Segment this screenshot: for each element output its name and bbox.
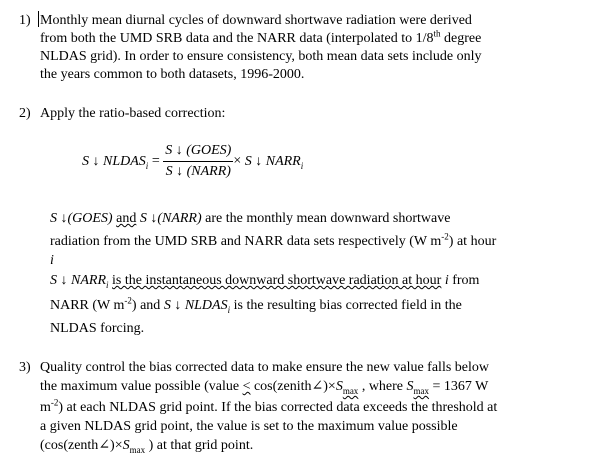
item-1-line-3: NLDAS grid). In order to ensure consistency, both mean data sets include only (40, 49, 482, 64)
equation-rhs: S ↓ $NARR_i$ (244, 153, 304, 171)
item-2-heading: Apply the ratio-based correction: (40, 106, 226, 121)
equation-lhs: S ↓ $NLDAS_i$ (82, 153, 149, 171)
equation-fraction (163, 141, 233, 182)
ratio-correction-equation: S ↓ $NLDAS_i$ = $\frac{\text{S ↓ (GOES)}}{\text{S ↓ (NARR)}}$ × S ↓ $NARR_i$ (82, 141, 303, 182)
item-1-line-4: the years common to both datasets, 1996-2000. (40, 67, 305, 82)
down-arrow-icon: ↓ (60, 273, 68, 288)
down-arrow-icon: ↓ (92, 153, 100, 169)
item-1-line-2: from both the UMD SRB data and the NARR data (interpolated to 1/8th degree (40, 28, 482, 46)
item-3-line-4: a given NLDAS grid point, the value is set to the maximum value possible (40, 419, 458, 434)
fraction-denominator: S ↓ (NARR) (165, 164, 231, 179)
angle-icon: ∠ (311, 379, 324, 394)
para2-line-3: NLDAS forcing. (50, 321, 145, 336)
item-number-3: 3) (19, 360, 31, 375)
down-arrow-icon: ↓ (150, 211, 158, 226)
item-1-line-1: Monthly mean diurnal cycles of downward shortwave radiation were derived (40, 13, 472, 28)
superscript-th: th (433, 28, 441, 39)
para1-line-3: i (50, 253, 54, 268)
fraction-numerator: S ↓ (GOES) (163, 141, 233, 162)
item-3-line-5: ($\cos(zenth\angle)\times S_{max}$ ) at that grid point. (40, 438, 254, 455)
down-arrow-icon: ↓ (60, 211, 68, 226)
less-or-equal-sign: < (242, 379, 251, 394)
para2-line-2: NARR (W $m^{-2}$) and S ↓ $NLDAS_i$ is the resulting bias corrected field in the (50, 295, 462, 315)
para2-line-1: S ↓ $NARR_i$ is the instantaneous downward shortwave radiation at hour i from (50, 273, 480, 290)
para1-line-1: S ↓(GOES) and S ↓(NARR) are the monthly mean downward shortwave (50, 211, 451, 226)
times-sign: × (233, 153, 242, 169)
para1-line-2: radiation from the UMD SRB and NARR data sets respectively (W $m^{-2}$) at hour (50, 231, 497, 249)
angle-icon: ∠ (98, 438, 111, 453)
down-arrow-icon: ↓ (174, 298, 182, 313)
item-number-1: 1) (19, 13, 31, 28)
item-number-2: 2) (19, 106, 31, 121)
item-3-line-1: Quality control the bias corrected data to make ensure the new value falls below (40, 360, 489, 375)
item-3-line-3: $m^{-2}$) at each NLDAS grid point. If the bias corrected data exceeds the threshold at (40, 397, 498, 415)
item-3-line-2: the maximum value possible (value < $\cos(zenith\angle)\times S_{max}$ , where $S_{max} = 1367$ W (40, 379, 489, 396)
text-cursor (38, 11, 39, 27)
down-arrow-icon: ↓ (255, 153, 263, 169)
